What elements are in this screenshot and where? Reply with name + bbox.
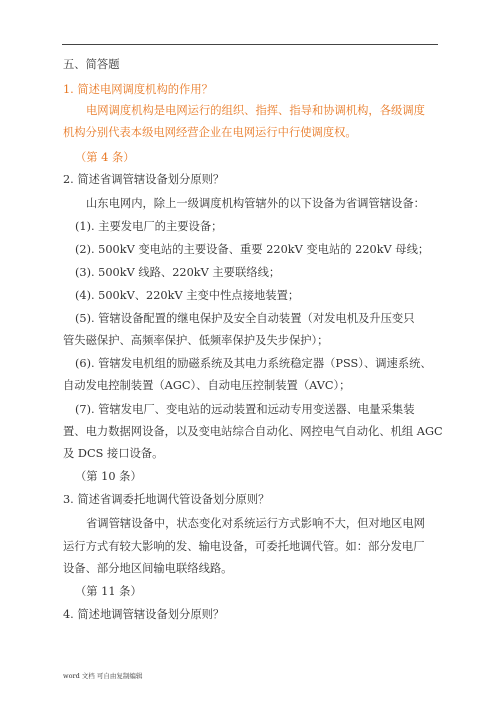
answer-2-item-6-line-2: 自动发电控制装置（AGC）、自动电压控制装置（AVC）； [63,379,351,392]
question-1: 1. 简述电网调度机构的作用？ [63,83,213,96]
answer-3-line-3: 设备、部分地区间输电联络线路。 [63,562,233,575]
answer-2-item-3: (3). 500kV 线路、220kV 主要联络线； [75,266,281,279]
answer-2-item-7-line-2: 置、电力数据网设备，以及变电站综合自动化、网控电气自动化、机组 AGC [63,425,443,438]
question-3: 3. 简述省调委托地调代管设备划分原则？ [63,493,270,506]
answer-2-item-1: (1). 主要发电厂的主要设备； [75,220,223,233]
reference-2: （第 10 条） [75,470,142,483]
answer-1-line-1: 电网调度机构是电网运行的组织、指挥、指导和协调机构，各级调度 [86,104,425,117]
answer-3-line-2: 运行方式有较大影响的发、输电设备，可委托地调代管。如：部分发电厂 [63,540,425,553]
header-rule [62,44,438,45]
answer-2-item-7-line-1: (7). 管辖发电厂、变电站的远动装置和远动专用变送器、电量采集装 [75,403,415,416]
page-footer: word 文档 可自由复制编辑 [63,672,143,680]
answer-3-line-1: 省调管辖设备中，状态变化对系统运行方式影响不大，但对地区电网 [86,517,425,530]
question-2: 2. 简述省调管辖设备划分原则？ [63,173,225,186]
reference-1: （第 4 条） [75,151,135,164]
answer-2-item-5-line-1: (5). 管辖设备配置的继电保护及安全自动装置（对发电机及升压变只 [75,312,415,325]
answer-2-item-4: (4). 500kV、220kV 主变中性点接地装置； [75,289,300,302]
answer-1-line-2: 机构分别代表本级电网经营企业在电网运行中行使调度权。 [63,126,357,139]
answer-2-item-5-line-2: 管失磁保护、高频率保护、低频率保护及失步保护）； [63,334,329,347]
answer-2-item-7-line-3: 及 DCS 接口设备。 [63,447,164,460]
question-4: 4. 简述地调管辖设备划分原则？ [63,608,225,621]
reference-3: （第 11 条） [75,585,142,598]
answer-2-item-2: (2). 500kV 变电站的主要设备、重要 220kV 变电站的 220kV 母线； [75,243,430,256]
section-title: 五、简答题 [63,58,120,71]
answer-2-intro: 山东电网内，除上一级调度机构管辖外的以下设备为省调管辖设备： [86,197,425,210]
answer-2-item-6-line-1: (6). 管辖发电机组的励磁系统及其电力系统稳定器（PSS）、调速系统、 [75,357,432,370]
